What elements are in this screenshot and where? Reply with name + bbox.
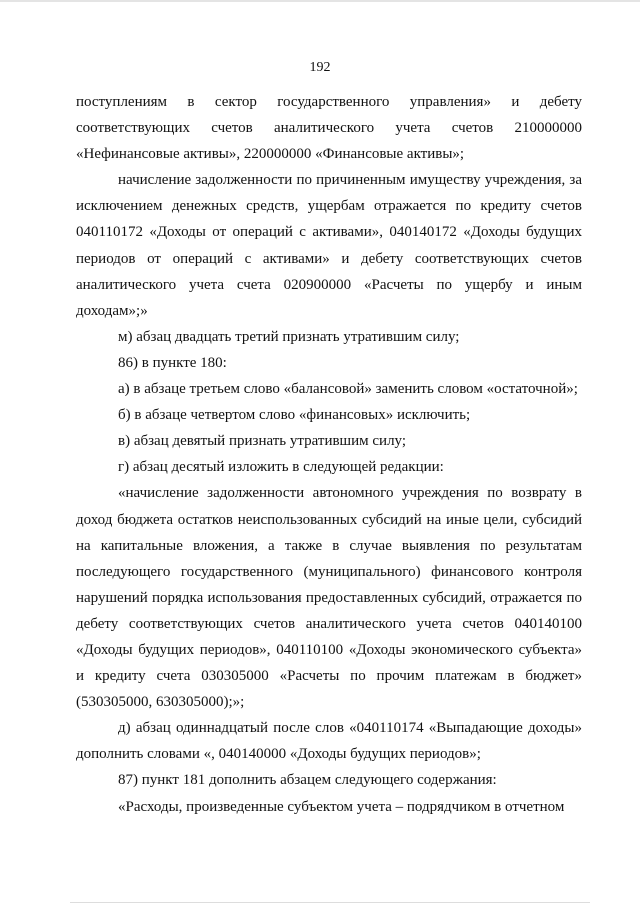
paragraph: г) абзац десятый изложить в следующей редакции: bbox=[118, 459, 444, 476]
paragraph: д) абзац одиннадцатый после слов «040110174 «Выпадающие доходы» дополнить словами «, 040140000 «Доходы будущих периодов»; bbox=[76, 720, 582, 763]
scan-edge-bottom bbox=[70, 902, 590, 903]
scan-edge-top bbox=[0, 0, 640, 2]
paragraph: а) в абзаце третьем слово «балансовой» заменить словом «остаточной»; bbox=[118, 381, 578, 398]
page-number: 192 bbox=[309, 60, 331, 75]
paragraph: поступлениям в сектор государственного управления» и дебету соответствующих счетов аналитического учета счетов 210000000 «Нефинансовые активы», 220000000 «Финансовые активы»; bbox=[76, 94, 582, 163]
document-body bbox=[76, 89, 582, 820]
paragraph: «Расходы, произведенные субъектом учета – подрядчиком в отчетном bbox=[118, 798, 565, 815]
paragraph: 87) пункт 181 дополнить абзацем следующего содержания: bbox=[118, 772, 497, 789]
paragraph: «начисление задолженности автономного учреждения по возврату в доход бюджета остатков неиспользованных субсидий на иные цели, субсидий на капитальные вложения, а также в случае выявления по результатам последующего государственного (муниципального) финансового контроля нарушений порядка использования предоставленных субсидий, отражается по дебету соответствующих счетов аналитического учета счетов 040140100 «Доходы будущих периодов», 040110100 «Доходы экономического субъекта» и кредиту счета 030305000 «Расчеты по прочим платежам в бюджет» (530305000, 630305000);»; bbox=[76, 485, 582, 711]
paragraph: м) абзац двадцать третий признать утратившим силу; bbox=[118, 328, 460, 345]
paragraph: б) в абзаце четвертом слово «финансовых» исключить; bbox=[118, 407, 471, 424]
paragraph: 86) в пункте 180: bbox=[118, 354, 227, 371]
paragraph: в) абзац девятый признать утратившим силу; bbox=[118, 433, 407, 450]
paragraph: начисление задолженности по причиненным имуществу учреждения, за исключением денежных средств, ущербам отражается по кредиту счетов 040110172 «Доходы от операций с активами», 040140172 «Доходы будущих периодов от операций с активами» и дебету соответствующих счетов аналитического учета счета 020900000 «Расчеты по ущербу и иным доходам»;» bbox=[76, 172, 582, 319]
